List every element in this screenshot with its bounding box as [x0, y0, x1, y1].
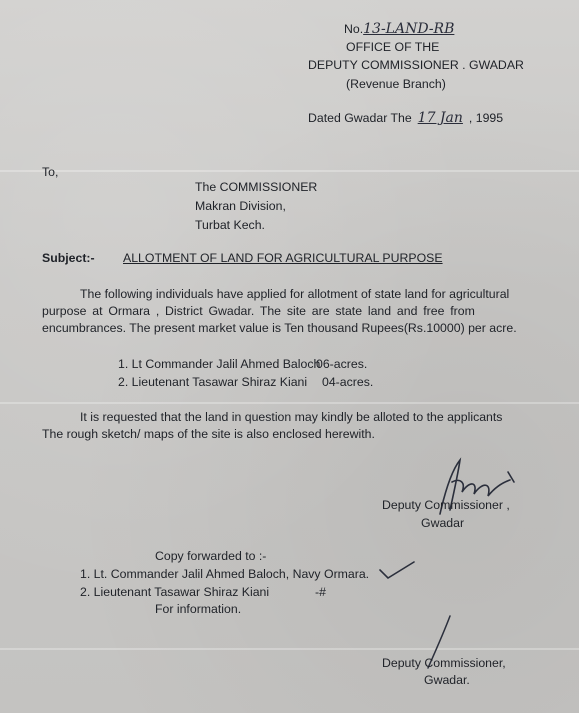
date-line [308, 111, 503, 126]
reference-number [344, 22, 454, 37]
body-line: It is requested that the land in question may kindly be alloted to the applicants [80, 410, 503, 424]
tick-mark-icon [378, 558, 418, 582]
to-label: To, [42, 165, 59, 179]
subject-text: ALLOTMENT OF LAND FOR AGRICULTURAL PURPOSE [123, 251, 443, 265]
signature-title: Deputy Commissioner , [382, 498, 510, 512]
copy-ditto: -# [315, 585, 326, 599]
signature-place: Gwadar. [424, 673, 470, 687]
applicant-name: 2. Lieutenant Tasawar Shiraz Kiani [118, 375, 308, 389]
copy-heading: Copy forwarded to :- [155, 549, 267, 563]
date-handwritten: 17 Jan [417, 110, 463, 126]
fold-line [0, 402, 579, 404]
office-title: DEPUTY COMMISSIONER . GWADAR [308, 58, 524, 72]
reference-handwritten: 13-LAND-RB [363, 21, 455, 37]
applicant-area: 04-acres. [322, 375, 374, 389]
signature-title: Deputy Commissioner, [382, 656, 506, 670]
signature-place: Gwadar [421, 516, 465, 530]
reference-prefix: No. [344, 22, 364, 36]
copy-item: 2. Lieutenant Tasawar Shiraz Kiani [80, 585, 270, 599]
date-year: , 1995 [468, 111, 504, 125]
body-line: encumbrances. The present market value is Ten thousand Rupees(Rs.10000) per acre. [42, 321, 517, 335]
copy-note: For information. [155, 602, 242, 616]
body-line: The rough sketch/ maps of the site is also enclosed herewith. [42, 427, 375, 441]
copy-item: 1. Lt. Commander Jalil Ahmed Baloch, Navy Ormara. [80, 567, 370, 581]
office-line: OFFICE OF THE [346, 40, 440, 54]
recipient-line: Makran Division, [195, 199, 286, 213]
body-line: purpose at Ormara , District Gwadar. The site are state land and free from [42, 304, 475, 318]
subject-label: Subject:- [42, 251, 95, 265]
date-prefix: Dated Gwadar The [308, 111, 412, 125]
recipient-line: Turbat Kech. [195, 218, 265, 232]
fold-line [0, 170, 579, 172]
branch-name: (Revenue Branch) [346, 77, 446, 91]
body-line: The following individuals have applied for allotment of state land for agricultural [80, 287, 510, 301]
applicant-name: 1. Lt Commander Jalil Ahmed Baloch [118, 357, 321, 371]
recipient-line: The COMMISSIONER [195, 180, 318, 194]
fold-line [0, 648, 579, 650]
applicant-area: 06-acres. [316, 357, 368, 371]
